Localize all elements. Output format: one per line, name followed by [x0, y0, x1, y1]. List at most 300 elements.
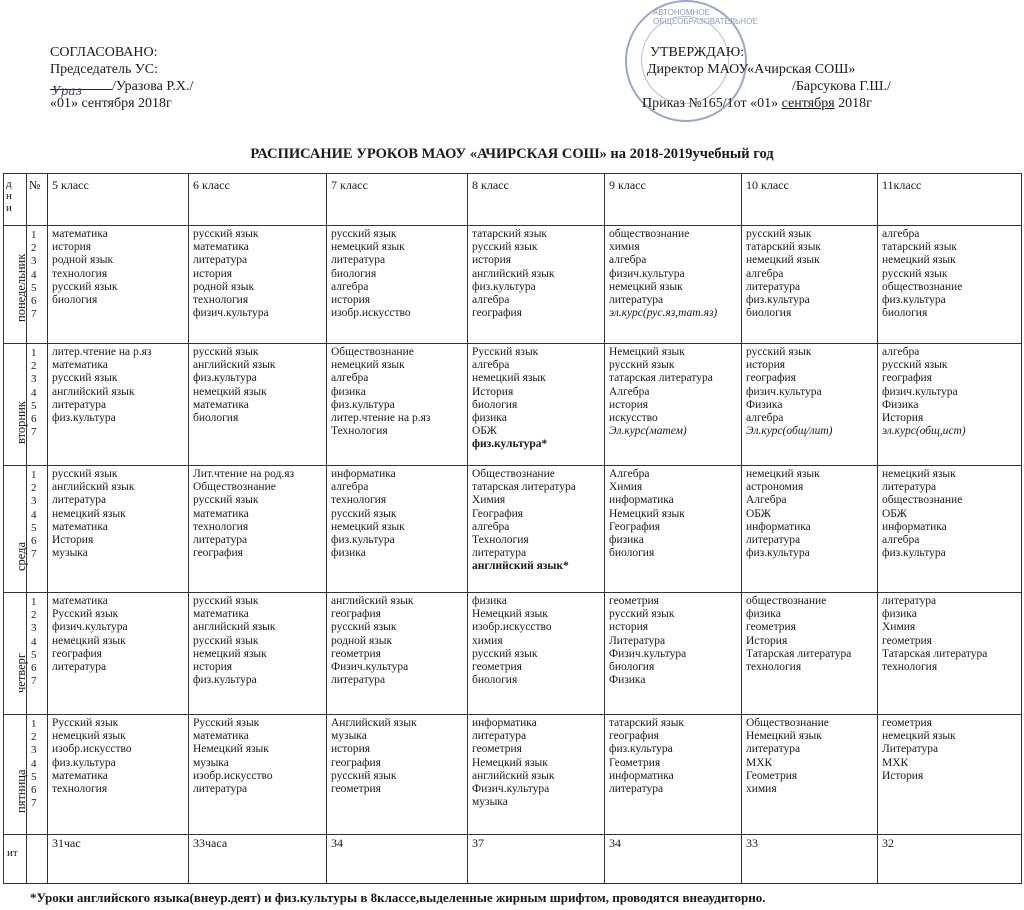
lesson-number: 3 — [31, 744, 37, 757]
page-title: РАСПИСАНИЕ УРОКОВ МАОУ «АЧИРСКАЯ СОШ» на 2018-2019учебный год — [250, 146, 774, 162]
lesson-number: 4 — [31, 635, 37, 648]
lesson-item: химия — [472, 634, 503, 647]
lesson-number: 2 — [31, 242, 37, 255]
lesson-item: технология — [193, 294, 249, 307]
approval-right-signature — [642, 78, 891, 95]
lesson-item: ОБЖ — [882, 507, 907, 520]
lesson-item: Обществознание — [331, 346, 414, 358]
lesson-number: 7 — [31, 308, 37, 321]
lesson-item: русский язык — [193, 494, 259, 507]
lesson-item: русский язык — [882, 267, 948, 280]
approval-right-label: УТВЕРЖДАЮ: — [650, 45, 745, 60]
column-class-11: 11класс — [878, 174, 1022, 226]
lesson-item: английский язык — [52, 481, 135, 494]
lesson-item: татарский язык — [472, 228, 548, 240]
lesson-item: информатика — [882, 520, 947, 533]
lesson-item: геометрия — [331, 647, 381, 660]
class-cell — [189, 344, 327, 466]
lesson-number: 6 — [31, 784, 37, 797]
lesson-item: технология — [52, 783, 108, 796]
column-class-8: 8 класс — [468, 174, 605, 226]
lesson-item: астрономия — [746, 481, 804, 494]
lesson-item: физич.культура — [609, 267, 685, 280]
lesson-item: изобр.искусство — [52, 743, 132, 756]
lesson-item: английский язык — [472, 769, 555, 782]
lesson-number: 3 — [31, 622, 37, 635]
seal-stamp: АВТОНОМНОЕ ОБЩЕОБРАЗОВАТЕЛЬНОЕ — [625, 0, 747, 122]
day-name: четверг — [14, 652, 28, 693]
lesson-item: немецкий язык — [609, 280, 683, 293]
lesson-item: математика — [52, 359, 108, 372]
lesson-item: биология — [472, 398, 518, 411]
lesson-numbers — [27, 593, 48, 715]
total-class-7: 34 — [327, 835, 468, 884]
lesson-item: немецкий язык — [331, 359, 405, 372]
lesson-item: литература — [52, 398, 107, 411]
approval-right-order — [642, 95, 891, 112]
lesson-item: немецкий язык — [882, 730, 956, 743]
total-class-11: 32 — [878, 835, 1022, 884]
lesson-item: физика — [609, 534, 644, 547]
header-row — [4, 174, 1022, 226]
lesson-number: 1 — [31, 718, 37, 730]
lesson-item: алгебра — [472, 294, 510, 307]
class-cell — [189, 226, 327, 344]
class-cell — [605, 715, 742, 835]
lesson-item: русский язык — [746, 346, 812, 358]
day-row — [4, 593, 1022, 715]
lesson-item: родной язык — [52, 254, 114, 267]
approval-left-signer: /Уразова Р.Х./ — [112, 79, 194, 94]
lesson-item: История — [472, 385, 514, 398]
class-cell — [878, 593, 1022, 715]
lesson-item: география — [331, 756, 381, 769]
lesson-item: английский язык — [193, 359, 276, 372]
class-cell — [605, 226, 742, 344]
lesson-item: русский язык — [331, 228, 397, 240]
approval-left-signature — [50, 78, 194, 98]
class-cell — [605, 593, 742, 715]
schedule-table — [3, 173, 1022, 884]
lesson-item: немецкий язык — [331, 241, 405, 254]
lesson-item: русский язык — [52, 280, 118, 293]
lesson-item: изобр.искусство — [472, 621, 552, 634]
lesson-item: Обществознание — [472, 468, 555, 480]
lesson-item: история — [472, 254, 512, 267]
day-cell — [4, 593, 27, 715]
column-class-9: 9 класс — [605, 174, 742, 226]
class-cell — [742, 466, 878, 593]
lesson-item: История — [882, 412, 924, 425]
class-cell — [327, 226, 468, 344]
lesson-number: 5 — [31, 521, 37, 534]
lesson-item: русский язык — [609, 359, 675, 372]
approval-right-position: Директор МАОУ«Ачирская СОШ» — [647, 62, 856, 77]
footnote: *Уроки английского языка(внеур.деят) и физ.культуры в 8классе,выделенные жирным шрифтом, проводятся внеаудиторно. — [30, 890, 766, 905]
lesson-item: физич.культура — [882, 385, 958, 398]
lesson-item: география — [882, 372, 932, 385]
day-cell — [4, 344, 27, 466]
lesson-item: алгебра — [472, 520, 510, 533]
class-cell — [48, 593, 189, 715]
lesson-item: Эл.курс(матем) — [609, 425, 687, 438]
day-row — [4, 344, 1022, 466]
lesson-item: Немецкий язык — [472, 608, 548, 621]
class-cell — [327, 466, 468, 593]
lesson-item: музыка — [193, 756, 229, 769]
lesson-item: русский язык — [331, 507, 397, 520]
lesson-number: 2 — [31, 360, 37, 373]
class-cell — [468, 593, 605, 715]
lesson-item: литература — [193, 534, 248, 547]
lesson-item: литература — [882, 595, 937, 607]
total-class-10: 33 — [742, 835, 878, 884]
lesson-item: алгебра — [746, 412, 784, 425]
lesson-item: МХК — [746, 756, 773, 769]
lesson-number: 5 — [31, 281, 37, 294]
lesson-item: музыка — [52, 547, 88, 560]
approval-left-label: СОГЛАСОВАНО: — [50, 45, 158, 60]
lesson-item: геометрия — [746, 621, 796, 634]
lesson-item: физ.культура — [746, 294, 810, 307]
lesson-item: немецкий язык — [52, 730, 126, 743]
lesson-item: обществознание — [882, 494, 963, 507]
lesson-item: технология — [331, 494, 387, 507]
lesson-item: Алгебра — [609, 468, 650, 480]
lesson-item: физика — [746, 608, 781, 621]
class-cell — [878, 344, 1022, 466]
day-row — [4, 715, 1022, 835]
lesson-item: Литература — [609, 634, 666, 647]
totals-spacer — [27, 835, 48, 884]
lesson-item: физика — [472, 412, 507, 425]
lesson-number: 6 — [31, 662, 37, 675]
lesson-item: технология — [52, 267, 108, 280]
lesson-item: литература — [331, 254, 386, 267]
class-cell — [742, 715, 878, 835]
lesson-item: МХК — [882, 756, 909, 769]
lesson-item: русский язык — [52, 468, 118, 480]
lesson-item: Немецкий язык — [193, 743, 269, 756]
lesson-item: татарский язык — [746, 241, 822, 254]
lesson-number: 7 — [31, 797, 37, 810]
lesson-item: литература — [609, 783, 664, 796]
lesson-number: 6 — [31, 535, 37, 548]
order-number: Приказ №165/1от «01» — [642, 96, 779, 111]
lesson-item: история — [331, 294, 371, 307]
lesson-item: литер.чтение на р.яз — [331, 412, 431, 425]
lesson-item: математика — [193, 398, 249, 411]
lesson-item: история — [609, 621, 649, 634]
class-cell — [189, 593, 327, 715]
lesson-numbers — [27, 715, 48, 835]
lesson-item: технология — [882, 661, 938, 674]
lesson-item: английский язык — [52, 385, 135, 398]
lesson-item: биология — [609, 661, 655, 674]
lesson-item: алгебра — [331, 481, 369, 494]
lesson-item: география — [746, 372, 796, 385]
lesson-item: немецкий язык — [193, 647, 267, 660]
class-cell — [742, 344, 878, 466]
lesson-item: русский язык — [472, 647, 538, 660]
lesson-item: Немецкий язык — [609, 507, 685, 520]
class-cell — [189, 715, 327, 835]
day-row — [4, 466, 1022, 593]
column-class-5: 5 класс — [48, 174, 189, 226]
lesson-item: биология — [746, 307, 792, 320]
lesson-numbers — [27, 344, 48, 466]
class-cell — [468, 344, 605, 466]
lesson-item: Технология — [472, 534, 529, 547]
lesson-item: литература — [52, 661, 107, 674]
lesson-item: алгебра — [746, 267, 784, 280]
lesson-item: биология — [331, 267, 377, 280]
lesson-item: ОБЖ — [472, 425, 497, 438]
column-class-7: 7 класс — [327, 174, 468, 226]
lesson-item: физ.культура — [609, 743, 673, 756]
lesson-item: информатика — [472, 717, 537, 729]
lesson-item: биология — [882, 307, 928, 320]
lesson-number: 1 — [31, 347, 37, 359]
order-month: сентября — [781, 96, 835, 111]
class-cell — [327, 715, 468, 835]
lesson-item: Английский язык — [331, 717, 417, 729]
lesson-number: 7 — [31, 426, 37, 439]
lesson-item: физика — [882, 608, 917, 621]
column-class-10: 10 класс — [742, 174, 878, 226]
lesson-item: литература — [609, 294, 664, 307]
order-year: 2018г — [838, 96, 872, 111]
lesson-item: физика — [472, 595, 507, 607]
lesson-item: русский язык — [331, 621, 397, 634]
class-cell — [48, 715, 189, 835]
day-cell — [4, 466, 27, 593]
lesson-item: физич.культура — [52, 621, 128, 634]
lesson-item: физ.культура — [331, 534, 395, 547]
lesson-item: Физика — [609, 674, 646, 687]
signature-line — [50, 84, 112, 98]
lesson-item: литература — [472, 547, 527, 560]
lesson-item: геометрия — [331, 783, 381, 796]
lesson-item: литература — [746, 534, 801, 547]
lesson-number: 4 — [31, 386, 37, 399]
lesson-item: русский язык — [193, 634, 259, 647]
lesson-item: немецкий язык — [882, 254, 956, 267]
lesson-item: география — [609, 730, 659, 743]
day-cell — [4, 226, 27, 344]
approval-left-position: Председатель УС: — [50, 62, 158, 77]
lesson-item: информатика — [609, 494, 674, 507]
class-cell — [878, 466, 1022, 593]
lesson-item: Физич.культура — [609, 647, 687, 660]
lesson-item: русский язык — [193, 595, 259, 607]
lesson-item: математика — [193, 241, 249, 254]
column-class-6: 6 класс — [189, 174, 327, 226]
lesson-item: Немецкий язык — [609, 346, 685, 358]
lesson-item: литература — [472, 730, 527, 743]
lesson-item: русский язык — [472, 241, 538, 254]
lesson-item: Немецкий язык — [472, 756, 548, 769]
lesson-item: Русский язык — [52, 608, 119, 621]
lesson-item: литература — [193, 254, 248, 267]
lesson-item: География — [609, 520, 661, 533]
lesson-item: биология — [472, 674, 518, 687]
lesson-item: немецкий язык — [52, 634, 126, 647]
lesson-item: литер.чтение на р.яз — [52, 346, 152, 358]
lesson-number: 4 — [31, 757, 37, 770]
lesson-item: физич.культура — [746, 385, 822, 398]
lesson-item: Физика — [882, 398, 919, 411]
day-name: вторник — [14, 400, 28, 444]
lesson-number: 3 — [31, 255, 37, 268]
lesson-item: физ.культура — [193, 372, 257, 385]
lesson-item: История — [882, 769, 924, 782]
lesson-item: история — [746, 359, 786, 372]
lesson-item: физика — [331, 385, 366, 398]
lesson-number: 5 — [31, 648, 37, 661]
lesson-numbers — [27, 466, 48, 593]
totals-label: ит — [4, 835, 27, 884]
lesson-item: английский язык — [472, 267, 555, 280]
lesson-number: 1 — [31, 229, 37, 241]
lesson-item: Технология — [331, 425, 388, 438]
lesson-item: Физич.культура — [472, 783, 550, 796]
total-class-6: 33часа — [189, 835, 327, 884]
lesson-item: история — [193, 267, 233, 280]
lesson-item: Немецкий язык — [746, 730, 822, 743]
lesson-item: татарский язык — [882, 241, 958, 254]
lesson-item: математика — [193, 507, 249, 520]
lesson-item: немецкий язык — [472, 372, 546, 385]
lesson-number: 4 — [31, 268, 37, 281]
class-cell — [48, 226, 189, 344]
lesson-item: физ.культура — [882, 294, 946, 307]
lesson-number: 1 — [31, 596, 37, 608]
lesson-item: биология — [52, 294, 98, 307]
lesson-item: Русский язык — [193, 717, 260, 729]
lesson-item: Геометрия — [609, 756, 661, 769]
approval-right-signer: /Барсукова Г.Ш./ — [792, 79, 891, 94]
lesson-item: математика — [193, 730, 249, 743]
lesson-item: русский язык — [331, 769, 397, 782]
day-row — [4, 226, 1022, 344]
lesson-item: русский язык — [193, 346, 259, 358]
lesson-item: обществознание — [882, 280, 963, 293]
lesson-number: 5 — [31, 399, 37, 412]
lesson-item: литература — [331, 674, 386, 687]
class-cell — [742, 593, 878, 715]
lesson-item: физ.культура — [882, 547, 946, 560]
lesson-item: физ.культура* — [472, 438, 548, 451]
lesson-item: Физика — [746, 398, 783, 411]
lesson-item: физ.культура — [746, 547, 810, 560]
lesson-item: алгебра — [472, 359, 510, 372]
lesson-item: история — [331, 743, 371, 756]
lesson-item: физика — [331, 547, 366, 560]
lesson-item: английский язык — [193, 621, 276, 634]
lesson-item: алгебра — [331, 280, 369, 293]
class-cell — [468, 226, 605, 344]
lesson-item: немецкий язык — [746, 468, 820, 480]
approval-left-date: «01» сентября 2018г — [50, 96, 172, 111]
lesson-number: 2 — [31, 609, 37, 622]
lesson-item: обществознание — [609, 228, 690, 240]
lesson-item: география — [331, 608, 381, 621]
lesson-item: алгебра — [882, 346, 920, 358]
lesson-item: Алгебра — [609, 385, 650, 398]
lesson-item: Литература — [882, 743, 939, 756]
lesson-numbers — [27, 226, 48, 344]
total-class-5: 31час — [48, 835, 189, 884]
column-number: № — [27, 174, 48, 226]
lesson-number: 2 — [31, 731, 37, 744]
lesson-number: 6 — [31, 295, 37, 308]
lesson-item: география — [193, 547, 243, 560]
lesson-item: история — [609, 398, 649, 411]
lesson-item: литература — [746, 280, 801, 293]
class-cell — [468, 466, 605, 593]
lesson-item: немецкий язык — [331, 520, 405, 533]
lesson-item: математика — [52, 769, 108, 782]
lesson-item: биология — [193, 412, 239, 425]
lesson-item: алгебра — [331, 372, 369, 385]
class-cell — [605, 344, 742, 466]
class-cell — [742, 226, 878, 344]
lesson-item: немецкий язык — [882, 468, 956, 480]
lesson-item: информатика — [609, 769, 674, 782]
class-cell — [468, 715, 605, 835]
lesson-item: русский язык — [609, 608, 675, 621]
lesson-number: 2 — [31, 482, 37, 495]
class-cell — [327, 593, 468, 715]
lesson-item: физич.культура — [193, 307, 269, 320]
lesson-item: литература — [52, 494, 107, 507]
lesson-item: Химия — [609, 481, 643, 494]
lesson-item: английский язык — [331, 595, 414, 607]
total-class-9: 34 — [605, 835, 742, 884]
lesson-item: Алгебра — [746, 494, 787, 507]
lesson-item: литература — [193, 783, 248, 796]
day-name: среда — [14, 541, 28, 571]
lesson-item: история — [52, 241, 92, 254]
lesson-item: технология — [746, 661, 802, 674]
class-cell — [605, 466, 742, 593]
lesson-item: История — [52, 534, 94, 547]
lesson-number: 6 — [31, 413, 37, 426]
lesson-number: 3 — [31, 495, 37, 508]
lesson-item: история — [193, 661, 233, 674]
lesson-item: ОБЖ — [746, 507, 771, 520]
lesson-item: физ.культура — [52, 412, 116, 425]
lesson-item: математика — [52, 228, 108, 240]
lesson-item: Эл.курс(общ/лит) — [746, 425, 833, 438]
lesson-item: Обществознание — [746, 717, 829, 729]
lesson-item: География — [472, 507, 524, 520]
class-cell — [189, 466, 327, 593]
column-days — [4, 174, 27, 226]
lesson-item: Физич.культура — [331, 661, 409, 674]
lesson-item: математика — [52, 595, 108, 607]
lesson-item: информатика — [331, 468, 396, 480]
handwritten-signature: Ураз — [52, 84, 83, 98]
lesson-item: Обществознание — [193, 481, 276, 494]
day-cell — [4, 715, 27, 835]
lesson-item: татарская литература — [609, 372, 713, 385]
class-cell — [48, 466, 189, 593]
lesson-number: 1 — [31, 469, 37, 481]
lesson-item: технология — [193, 520, 249, 533]
class-cell — [48, 344, 189, 466]
